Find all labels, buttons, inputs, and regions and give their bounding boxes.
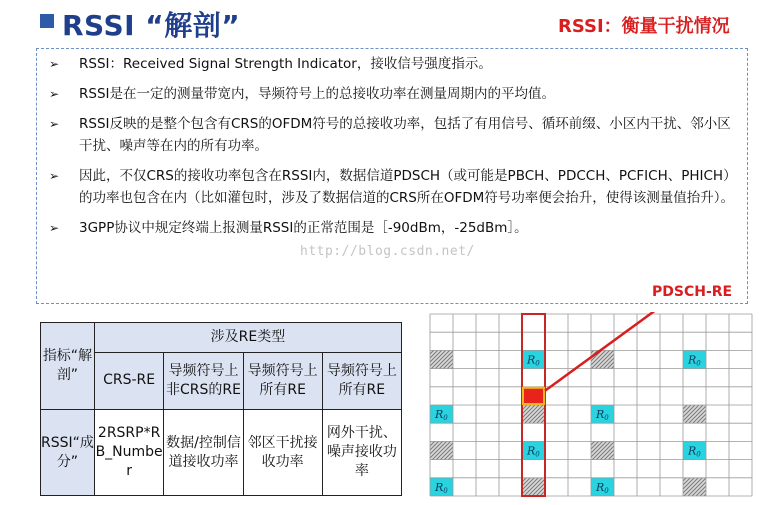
- arrow-bullet-icon: ➢: [49, 87, 60, 101]
- bullet-item: [45, 53, 739, 75]
- bullet-item: [45, 217, 739, 239]
- hatched-re-cell: [522, 405, 545, 423]
- title-bullet-square: [40, 14, 54, 28]
- table-group-header: 涉及RE类型: [94, 323, 401, 353]
- table-column-header: 导频符号上所有RE: [243, 352, 322, 410]
- hatched-re-cell: [430, 441, 453, 459]
- hatched-re-cell: [591, 441, 614, 459]
- hatched-re-cell: [683, 405, 706, 423]
- arrow-bullet-icon: ➢: [49, 57, 60, 71]
- bullet-text: RSSI是在一定的测量带宽内，导频符号上的总接收功率在测量周期内的平均值。: [79, 86, 555, 102]
- table-column-header: 导频符号上非CRS的RE: [164, 352, 243, 410]
- arrow-bullet-icon: ➢: [49, 169, 60, 183]
- ref-symbol-label: R0: [688, 353, 701, 368]
- hatched-re-cell: [591, 350, 614, 368]
- page-subtitle: RSSI：衡量干扰情况: [558, 16, 730, 37]
- table-corner-label: 指标“解剖”: [41, 323, 95, 410]
- pdsch-re-cell: [522, 387, 545, 405]
- hatched-re-cell: [430, 350, 453, 368]
- ref-symbol-label: R0: [527, 444, 540, 459]
- hatched-re-cell: [683, 478, 706, 496]
- page-title: RSSI “解剖”: [62, 9, 241, 42]
- bullet-text: RSSI：Received Signal Strength Indicator，接收信号强度指示。: [79, 56, 492, 72]
- ref-symbol-label: R0: [527, 353, 540, 368]
- table-cell: 2RSRP*RB_Number: [94, 410, 163, 496]
- bullet-text: 3GPP协议中规定终端上报测量RSSI的正常范围是［-90dBm，-25dBm］。: [79, 220, 528, 236]
- bullet-item: [45, 113, 739, 157]
- pdsch-re-label: PDSCH-RE: [652, 284, 733, 300]
- bullet-list: [36, 48, 748, 304]
- table-cell: 网外干扰、噪声接收功率: [322, 410, 401, 496]
- table-column-header: 导频符号上所有RE: [322, 352, 401, 410]
- resource-grid-svg: [428, 312, 780, 502]
- bullet-text: RSSI反映的是整个包含有CRS的OFDM符号的总接收功率，包括了有用信号、循环前缀、小区内干扰、邻小区干扰、噪声等在内的所有功率。: [79, 116, 731, 154]
- resource-grid: [428, 312, 780, 505]
- bullet-text: 因此，不仅CRS的接收功率包含在RSSI内，数据信道PDSCH（或可能是PBCH、PDCCH、PCFICH、PHICH）的功率也包含在内（比如灌包时，涉及了数据信道的CRS所在OFDM符号功率便会抬升，使得该测量值抬升）。: [79, 168, 737, 206]
- table-cell: 数据/控制信道接收功率: [164, 410, 243, 496]
- table-row-label: RSSI“成分”: [41, 410, 95, 496]
- arrow-bullet-icon: ➢: [49, 221, 60, 235]
- ref-symbol-label: R0: [688, 444, 701, 459]
- ref-symbol-label: R0: [596, 480, 609, 495]
- bullet-item: [45, 83, 739, 105]
- bullet-item: [45, 165, 739, 209]
- watermark: http://blog.csdn.net/: [300, 244, 475, 259]
- table-cell: 邻区干扰接收功率: [243, 410, 322, 496]
- hatched-re-cell: [522, 478, 545, 496]
- ref-symbol-label: R0: [435, 480, 448, 495]
- ref-symbol-label: R0: [596, 408, 609, 422]
- re-type-table: [40, 322, 402, 496]
- table-column-header: CRS-RE: [94, 352, 163, 410]
- arrow-bullet-icon: ➢: [49, 117, 60, 131]
- ref-symbol-label: R0: [435, 408, 448, 422]
